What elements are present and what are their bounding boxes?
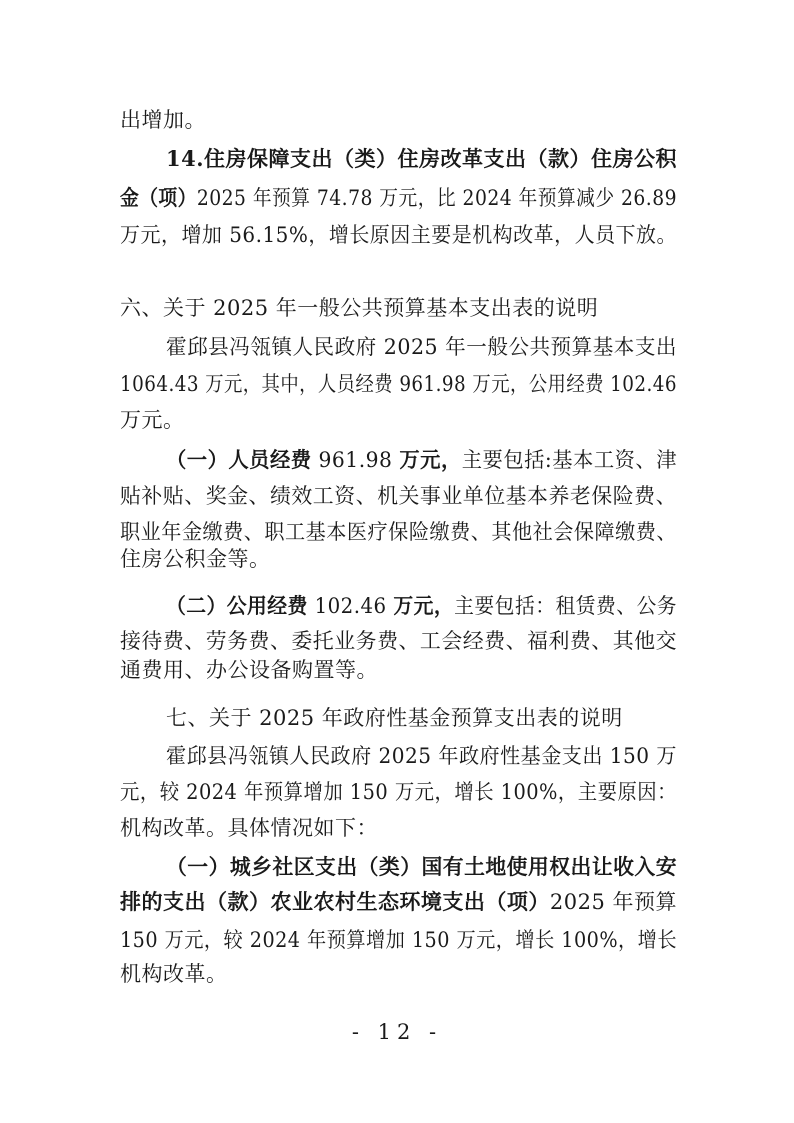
paragraph-line xyxy=(120,627,677,655)
section-heading xyxy=(120,294,598,322)
line-text: 通费用、办公设备购置等。 xyxy=(120,658,378,682)
line-text-bold: 金（项） xyxy=(120,185,197,210)
line-text: 元，较 2024 年预算增加 150 万元，增长 100%，主要原因： xyxy=(120,780,677,804)
line-text: 万元，增加 56.15%，增长原因主要是机构改革，人员下放。 xyxy=(120,223,677,247)
line-text: 职业年金缴费、职工基本医疗保险缴费、其他社会保障缴费、 xyxy=(120,520,677,544)
paragraph-line xyxy=(120,960,228,988)
line-text-cont: 主要包括:基本工资、津 xyxy=(461,448,677,472)
subsection-line xyxy=(166,446,677,474)
line-text: 住房公积金等。 xyxy=(120,547,271,571)
line-text-bold: （二）公用经费 xyxy=(166,593,308,618)
paragraph-line xyxy=(120,221,677,249)
line-text-number: 102.46 xyxy=(307,594,394,618)
line-text: 出增加。 xyxy=(120,108,206,132)
line-text-cont: 主要包括：租赁费、公务 xyxy=(454,594,677,618)
page-number: - 12 - xyxy=(351,1020,443,1044)
paragraph-line xyxy=(120,656,378,684)
paragraph-line xyxy=(120,778,677,806)
line-text: （一）城乡社区支出（类）国有土地使用权出让收入安 xyxy=(166,854,677,879)
paragraph-line xyxy=(166,333,677,361)
paragraph-line xyxy=(120,814,378,842)
line-text: 机构改革。 xyxy=(120,962,228,986)
subsection-line xyxy=(166,592,677,620)
line-text-number: 961.98 xyxy=(311,448,400,472)
paragraph-line xyxy=(120,926,677,954)
line-text: 贴补贴、奖金、绩效工资、机关事业单位基本养老保险费、 xyxy=(120,484,677,508)
line-text: 七、关于 2025 年政府性基金预算支出表的说明 xyxy=(166,706,623,730)
line-text: 霍邱县冯瓴镇人民政府 2025 年一般公共预算基本支出 xyxy=(166,335,677,359)
paragraph-line xyxy=(166,742,677,770)
paragraph-line xyxy=(120,888,677,916)
paragraph-line xyxy=(120,482,677,510)
item-heading-line xyxy=(166,145,677,173)
paragraph-line xyxy=(120,184,677,212)
paragraph-line xyxy=(120,406,185,434)
line-text: 1064.43 万元，其中，人员经费 961.98 万元，公用经费 102.46 xyxy=(120,372,677,396)
line-text: 霍邱县冯瓴镇人民政府 2025 年政府性基金支出 150 万 xyxy=(166,744,677,768)
line-text-bold: 排的支出（款）农业农村生态环境支出（项） xyxy=(120,889,550,914)
line-text: 机构改革。具体情况如下： xyxy=(120,816,378,840)
line-text-cont: 2025 年预算 74.78 万元，比 2024 年预算减少 26.89 xyxy=(196,186,677,210)
subsection-line xyxy=(166,853,677,881)
line-text: 150 万元，较 2024 年预算增加 150 万元，增长 100%，增长 xyxy=(120,928,677,952)
line-text: 接待费、劳务费、委托业务费、工会经费、福利费、其他交 xyxy=(120,629,677,653)
paragraph-line xyxy=(120,370,677,398)
line-text-bold: （一）人员经费 xyxy=(166,447,312,472)
line-text-cont: 2025 年预算 xyxy=(549,890,677,914)
line-text-bold-unit: 万元， xyxy=(393,593,455,618)
paragraph-line xyxy=(120,545,271,573)
line-text: 万元。 xyxy=(120,408,185,432)
line-text: 14.住房保障支出（类）住房改革支出（款）住房公积 xyxy=(166,146,677,171)
line-text: 六、关于 2025 年一般公共预算基本支出表的说明 xyxy=(120,296,599,320)
paragraph-line xyxy=(120,518,677,546)
paragraph-line xyxy=(120,106,206,134)
section-heading xyxy=(166,704,623,732)
line-text-bold-unit: 万元， xyxy=(399,447,462,472)
